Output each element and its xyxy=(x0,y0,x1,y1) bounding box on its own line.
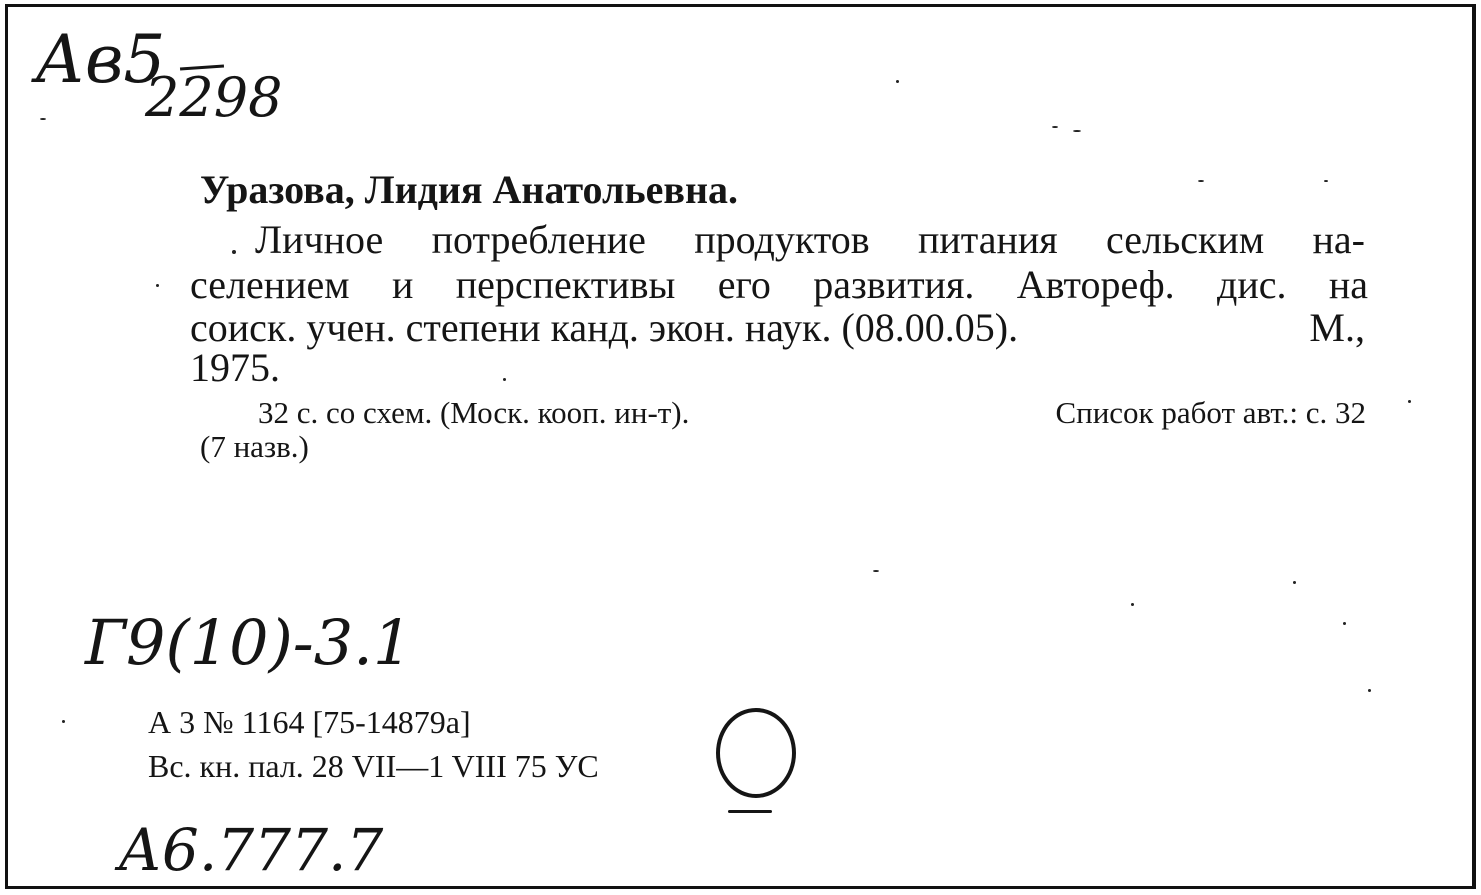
scan-speck xyxy=(503,378,506,381)
scan-speck xyxy=(1131,603,1134,606)
collation-line xyxy=(258,395,1366,431)
scan-speck xyxy=(40,118,46,120)
scan-speck xyxy=(873,570,879,572)
publication-place: М., xyxy=(1309,305,1365,350)
scan-speck xyxy=(1052,126,1058,128)
publication-year: 1975. xyxy=(190,345,280,390)
scan-speck xyxy=(1293,581,1296,584)
scan-speck xyxy=(1198,180,1204,182)
scan-speck xyxy=(1343,622,1346,625)
record-number-line: А 3 № 1164 [75-14879а] xyxy=(148,704,471,740)
handwritten-shelfmark-prefix: Ав5 xyxy=(35,21,166,98)
handwritten-classification: Г9(10)-3.1 xyxy=(85,606,413,679)
degree-info: соиск. учен. степени канд. экон. наук. (08.00.05). xyxy=(190,305,1019,350)
author-heading: Уразова, Лидия Анатольевна. xyxy=(200,167,739,212)
scan-speck xyxy=(896,80,899,83)
scan-speck xyxy=(62,720,65,723)
handwritten-shelfmark-number: 2298 xyxy=(145,66,283,129)
collation-pages: 32 с. со схем. (Моск. кооп. ин-т). xyxy=(258,395,690,430)
scan-speck xyxy=(1073,130,1081,132)
scan-speck xyxy=(156,284,159,287)
circle-stamp xyxy=(716,708,796,798)
stamp-underline xyxy=(728,810,772,813)
title-line-2: селением и перспективы его развития. Автореф. дис. на xyxy=(190,262,1368,307)
scan-speck xyxy=(1408,400,1411,403)
bibliography-count: (7 назв.) xyxy=(200,429,309,464)
scan-speck xyxy=(1324,180,1328,182)
title-line-1: Личное потребление продуктов питания сельским на- xyxy=(255,217,1365,262)
book-chamber-line: Вс. кн. пал. 28 VII—1 VIII 75 УС xyxy=(148,748,599,784)
handwritten-call-number: А6.777.7 xyxy=(118,816,384,884)
title-line-3 xyxy=(190,306,1365,350)
bibliography-note: Список работ авт.: с. 32 xyxy=(1055,395,1366,430)
scan-speck xyxy=(232,250,236,254)
scan-speck xyxy=(1368,689,1371,692)
